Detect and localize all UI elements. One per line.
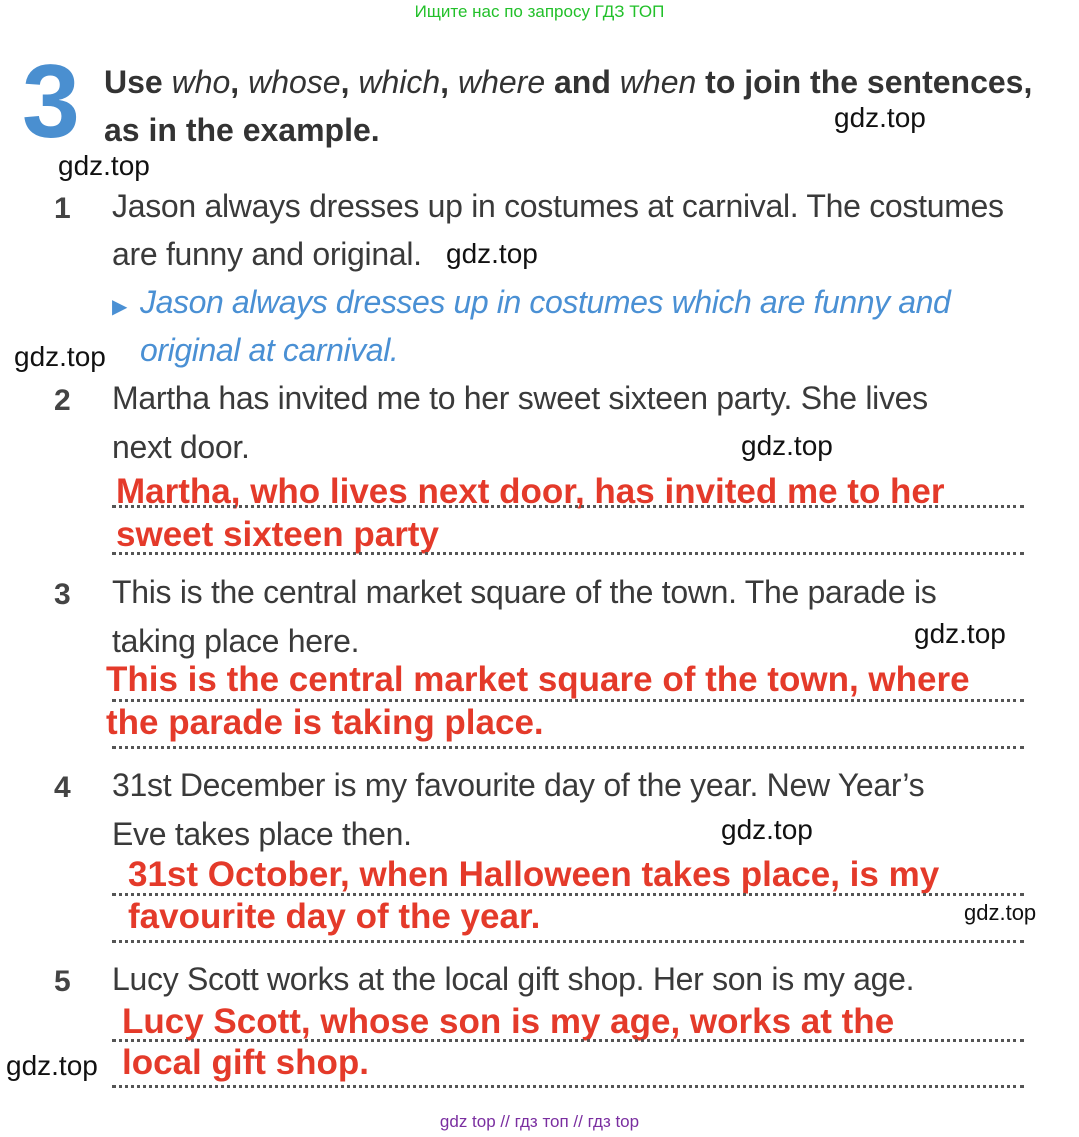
keyword-who: who <box>171 64 231 100</box>
keyword-which: which <box>358 64 441 100</box>
keyword-whose: whose <box>248 64 341 100</box>
answer-dotted-line <box>112 1085 1024 1088</box>
answer-dotted-line <box>112 699 1024 702</box>
watermark: gdz.top <box>964 900 1037 925</box>
item-sentence-line: taking place here. <box>112 623 360 659</box>
instruction-text: and <box>545 64 620 100</box>
handwritten-answer-line: the parade is taking place. <box>106 703 544 742</box>
item-sentence-line: 31st December is my favourite day of the year. New Year’s <box>112 767 925 803</box>
handwritten-answer-line: local gift shop. <box>122 1043 369 1082</box>
instruction-text: Use <box>104 64 172 100</box>
answer-dotted-line <box>112 746 1024 749</box>
handwritten-answer-line: This is the central market square of the town, where <box>106 660 970 699</box>
item-number: 5 <box>54 965 71 998</box>
handwritten-answer-line: favourite day of the year. <box>128 897 541 936</box>
handwritten-answer-line: Martha, who lives next door, has invited me to her <box>116 472 945 511</box>
example-answer-line: Jason always dresses up in costumes which are funny and <box>140 284 951 320</box>
watermark: gdz.top <box>6 1050 98 1081</box>
watermark: gdz.top <box>741 430 833 461</box>
handwritten-answer-line: 31st October, when Halloween takes place, is my <box>128 855 940 894</box>
answer-dotted-line <box>112 505 1024 508</box>
answer-dotted-line <box>112 893 1024 896</box>
item-number: 2 <box>54 384 71 417</box>
item-number: 3 <box>54 578 71 611</box>
instruction-text: , <box>230 64 249 100</box>
item-number: 4 <box>54 771 71 804</box>
item-sentence-line: Jason always dresses up in costumes at carnival. The costumes <box>112 188 1004 224</box>
instruction-text: to join the sentences, <box>696 64 1033 100</box>
item-sentence-line: Martha has invited me to her sweet sixteen party. She lives <box>112 380 928 416</box>
item-sentence-line: Eve takes place then. <box>112 816 412 852</box>
instruction-line-1 <box>104 66 1032 98</box>
keyword-when: when <box>619 64 697 100</box>
item-sentence-line: Lucy Scott works at the local gift shop. Her son is my age. <box>112 961 915 997</box>
watermark: gdz.top <box>14 341 106 372</box>
instruction-text: , <box>340 64 359 100</box>
answer-dotted-line <box>112 940 1024 943</box>
item-sentence-line: next door. <box>112 429 250 465</box>
bottom-links[interactable]: gdz top // гдз топ // гдз top <box>439 1112 640 1131</box>
item-number: 1 <box>54 192 71 225</box>
watermark: gdz.top <box>721 814 813 845</box>
item-sentence-line: are funny and original. <box>112 236 422 272</box>
watermark: gdz.top <box>58 150 150 181</box>
answer-dotted-line <box>112 552 1024 555</box>
item-sentence-line: This is the central market square of the town. The parade is <box>112 574 937 610</box>
example-marker-icon: ▶ <box>112 296 128 318</box>
example-answer-line: original at carnival. <box>140 332 399 368</box>
answer-dotted-line <box>112 1039 1024 1042</box>
watermark: gdz.top <box>834 102 926 133</box>
handwritten-answer-line: Lucy Scott, whose son is my age, works at the <box>122 1002 895 1041</box>
instruction-text: , <box>440 64 458 100</box>
keyword-where: where <box>457 64 546 100</box>
top-search-link[interactable]: Ищите нас по запросу ГДЗ ТОП <box>414 2 665 21</box>
instruction-line-2: as in the example. <box>104 112 380 148</box>
exercise-number: 3 <box>22 44 78 160</box>
handwritten-answer-line: sweet sixteen party <box>116 515 439 554</box>
watermark: gdz.top <box>446 238 538 269</box>
watermark: gdz.top <box>914 618 1006 649</box>
